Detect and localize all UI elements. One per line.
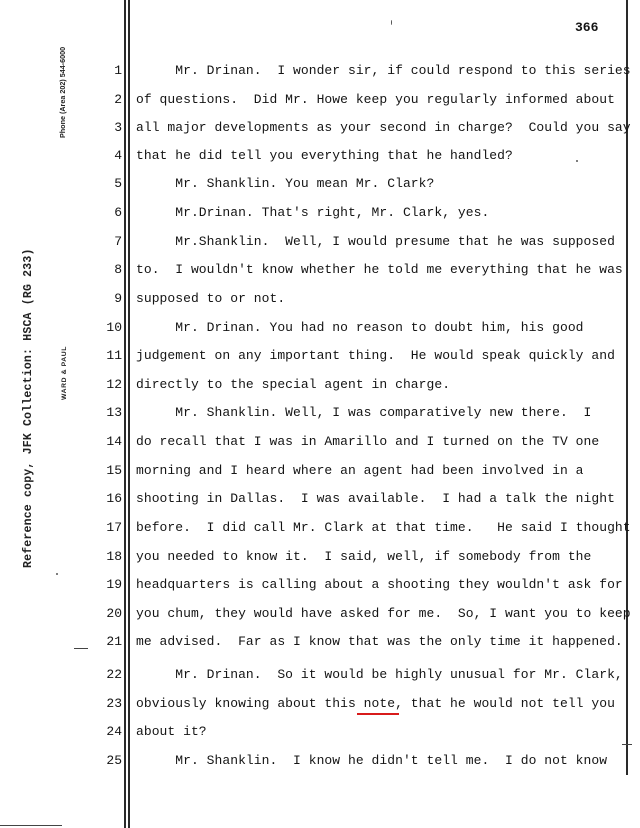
- line-number: 24: [106, 724, 122, 739]
- transcript-line: shooting in Dallas. I was available. I had a talk the night: [136, 491, 615, 506]
- transcript-line: Mr.Drinan. That's right, Mr. Clark, yes.: [136, 205, 490, 220]
- transcript-line: about it?: [136, 724, 207, 739]
- bottom-edge-mark: [0, 825, 62, 826]
- transcript-line: headquarters is calling about a shooting they wouldn't ask for: [136, 577, 623, 592]
- line-number: 4: [114, 148, 122, 163]
- firm-stamp: WARD & PAUL: [61, 345, 68, 400]
- transcript-line: Mr. Drinan. So it would be highly unusual for Mr. Clark,: [136, 667, 623, 682]
- transcript-line: directly to the special agent in charge.: [136, 377, 451, 392]
- margin-rule-left-double: [128, 0, 130, 828]
- transcript-line: Mr. Shanklin. Well, I was comparatively new there. I: [136, 405, 592, 420]
- line-number: 3: [114, 120, 122, 135]
- transcript-line: Mr. Drinan. You had no reason to doubt him, his good: [136, 320, 584, 335]
- transcript-line: Mr.Shanklin. Well, I would presume that he was supposed: [136, 234, 615, 249]
- scan-speck: [391, 20, 392, 25]
- line-number: 16: [106, 491, 122, 506]
- transcript-line: before. I did call Mr. Clark at that time. He said I thought: [136, 520, 631, 535]
- scan-speck: [576, 160, 578, 162]
- line-number: 8: [114, 262, 122, 277]
- right-edge-mark: [622, 744, 632, 745]
- line-number: 12: [106, 377, 122, 392]
- transcript-line: judgement on any important thing. He would speak quickly and: [136, 348, 615, 363]
- line-number: 22: [106, 667, 122, 682]
- transcript-line: supposed to or not.: [136, 291, 286, 306]
- line-number: 15: [106, 463, 122, 478]
- transcript-line: do recall that I was in Amarillo and I turned on the TV one: [136, 434, 600, 449]
- transcript-line: of questions. Did Mr. Howe keep you regularly informed about: [136, 92, 615, 107]
- margin-dash-mark: [74, 648, 88, 649]
- scan-speck: [56, 573, 58, 575]
- line-number: 6: [114, 205, 122, 220]
- transcript-line: that he did tell you everything that he handled?: [136, 148, 513, 163]
- reference-stamp: Reference copy, JFK Collection: HSCA (RG 233): [22, 248, 35, 568]
- transcript-line: you chum, they would have asked for me. So, I want you to keep: [136, 606, 631, 621]
- line-number: 10: [106, 320, 122, 335]
- line-number: 2: [114, 92, 122, 107]
- line-number: 1: [114, 63, 122, 78]
- margin-rule-left: [124, 0, 126, 828]
- line-number: 17: [106, 520, 122, 535]
- transcript-line: Mr. Shanklin. I know he didn't tell me. I do not know: [136, 753, 608, 768]
- line-number: 5: [114, 176, 122, 191]
- transcript-line: Mr. Shanklin. You mean Mr. Clark?: [136, 176, 435, 191]
- line-number: 14: [106, 434, 122, 449]
- red-underline-annotation: [357, 713, 399, 715]
- transcript-line: to. I wouldn't know whether he told me everything that he was: [136, 262, 623, 277]
- transcript-line: all major developments as your second in charge? Could you say: [136, 120, 631, 135]
- page-number: 366: [575, 20, 599, 35]
- line-number: 7: [114, 234, 122, 249]
- phone-stamp: Phone (Area 202) 544-6000: [58, 46, 67, 138]
- line-number: 19: [106, 577, 122, 592]
- line-number: 21: [106, 634, 122, 649]
- line-number: 25: [106, 753, 122, 768]
- line-number: 20: [106, 606, 122, 621]
- transcript-line: you needed to know it. I said, well, if somebody from the: [136, 549, 592, 564]
- transcript-line: morning and I heard where an agent had been involved in a: [136, 463, 584, 478]
- line-number: 18: [106, 549, 122, 564]
- margin-rule-right: [626, 0, 628, 775]
- line-number: 23: [106, 696, 122, 711]
- transcript-line: obviously knowing about this note, that he would not tell you: [136, 696, 615, 711]
- line-number: 11: [106, 348, 122, 363]
- line-number: 13: [106, 405, 122, 420]
- transcript-line: Mr. Drinan. I wonder sir, if could respond to this series: [136, 63, 631, 78]
- transcript-line: me advised. Far as I know that was the only time it happened.: [136, 634, 623, 649]
- line-number: 9: [114, 291, 122, 306]
